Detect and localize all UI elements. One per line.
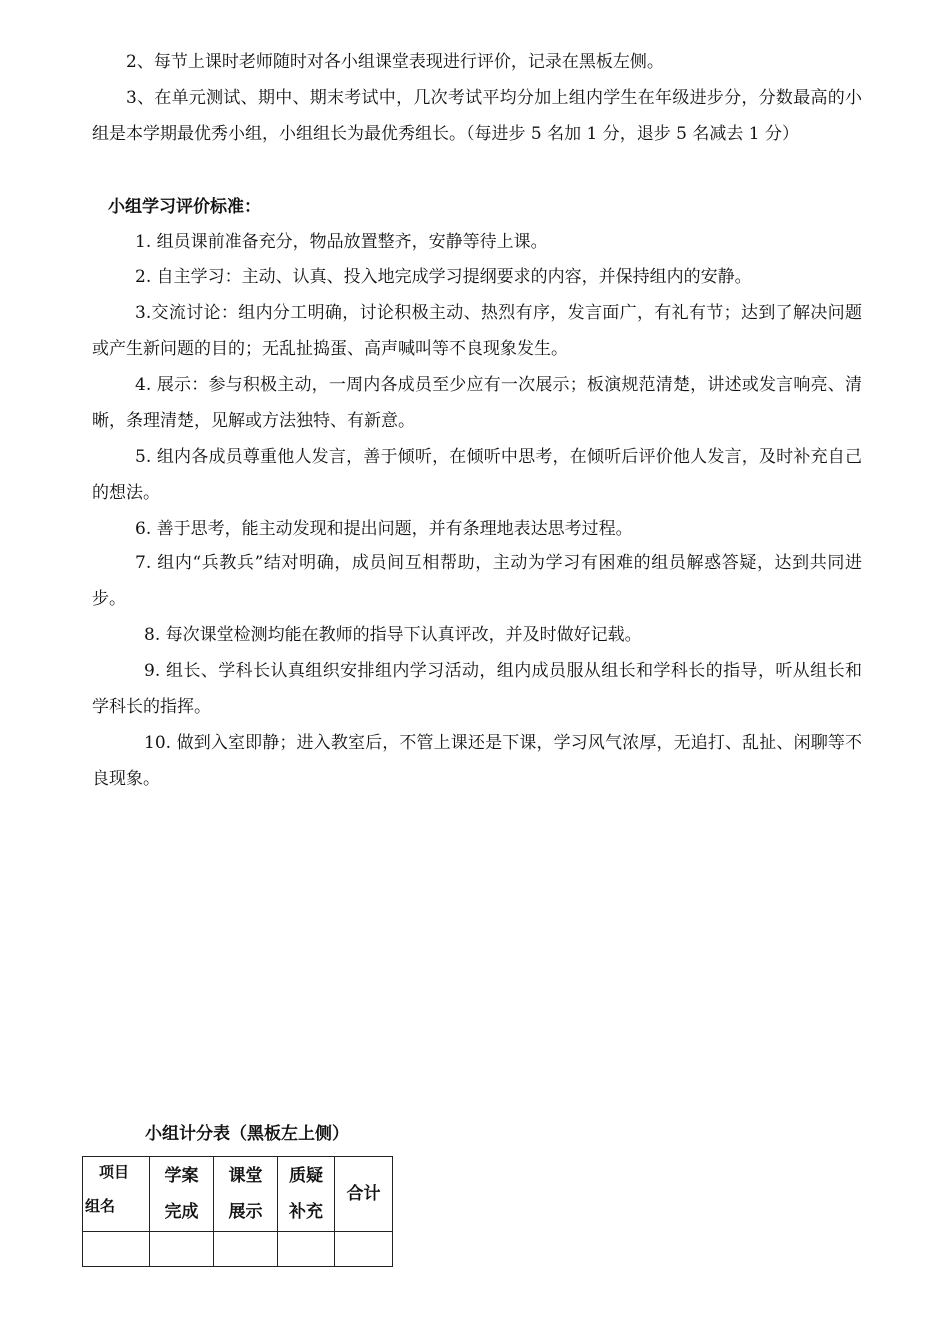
score-table xyxy=(82,1156,393,1267)
column-header-line: 补充 xyxy=(289,1202,323,1222)
column-header-class-display xyxy=(214,1157,278,1232)
corner-label-group: 组名 xyxy=(85,1197,116,1215)
column-header-line: 展示 xyxy=(228,1202,263,1222)
standard-item-8: 8. 每次课堂检测均能在教师的指导下认真评改，并及时做好记载。 xyxy=(144,625,642,645)
standard-item-1: 1. 组员课前准备充分，物品放置整齐，安静等待上课。 xyxy=(135,232,548,252)
score-table-header-row xyxy=(83,1157,393,1232)
corner-label-item: 项目 xyxy=(99,1163,130,1181)
column-header-questioning xyxy=(278,1157,335,1232)
column-header-line: 质疑 xyxy=(289,1166,323,1186)
standard-item-5: 5. 组内各成员尊重他人发言，善于倾听，在倾听中思考，在倾听后评价他人发言，及时补充自己的想法。 xyxy=(92,447,862,503)
column-header-line: 完成 xyxy=(164,1202,199,1222)
table-cell xyxy=(278,1232,335,1267)
column-header-total: 合计 xyxy=(335,1157,393,1232)
standard-item-7: 7. 组内“兵教兵”结对明确，成员间互相帮助，主动为学习有困难的组员解惑答疑，达到共同进步。 xyxy=(92,553,862,609)
column-header-study-plan xyxy=(150,1157,214,1232)
paragraph-rule-2: 2、每节上课时老师随时对各小组课堂表现进行评价，记录在黑板左侧。 xyxy=(126,52,664,72)
standard-item-10: 10. 做到入室即静；进入教室后，不管上课还是下课，学习风气浓厚，无追打、乱扯、闲聊等不良现象。 xyxy=(92,733,862,789)
standard-item-4: 4. 展示：参与积极主动，一周内各成员至少应有一次展示；板演规范清楚，讲述或发言响亮、清晰，条理清楚，见解或方法独特、有新意。 xyxy=(92,375,862,431)
table-cell xyxy=(150,1232,214,1267)
section-heading: 小组学习评价标准： xyxy=(108,197,261,217)
table-cell xyxy=(214,1232,278,1267)
standard-item-3: 3.交流讨论：组内分工明确，讨论积极主动、热烈有序，发言面广，有礼有节；达到了解决问题或产生新问题的目的；无乱扯捣蛋、高声喊叫等不良现象发生。 xyxy=(92,303,862,359)
standard-item-6: 6. 善于思考，能主动发现和提出问题，并有条理地表达思考过程。 xyxy=(135,519,633,539)
column-header-line: 学案 xyxy=(164,1166,199,1186)
standard-item-2: 2. 自主学习：主动、认真、投入地完成学习提纲要求的内容，并保持组内的安静。 xyxy=(135,267,752,287)
table-cell xyxy=(335,1232,393,1267)
column-header-line: 课堂 xyxy=(228,1166,263,1186)
table-corner-cell xyxy=(83,1157,150,1232)
paragraph-rule-3: 3、在单元测试、期中、期末考试中，几次考试平均分加上组内学生在年级进步分，分数最高的小组是本学期最优秀小组，小组组长为最优秀组长。（每进步 5 名加 1 分，退步 5 名减去 1 分） xyxy=(92,88,862,144)
table-row xyxy=(83,1232,393,1267)
table-cell xyxy=(83,1232,150,1267)
score-table-title: 小组计分表（黑板左上侧） xyxy=(145,1124,349,1144)
standard-item-9: 9. 组长、学科长认真组织安排组内学习活动，组内成员服从组长和学科长的指导，听从组长和学科长的指挥。 xyxy=(92,661,862,717)
